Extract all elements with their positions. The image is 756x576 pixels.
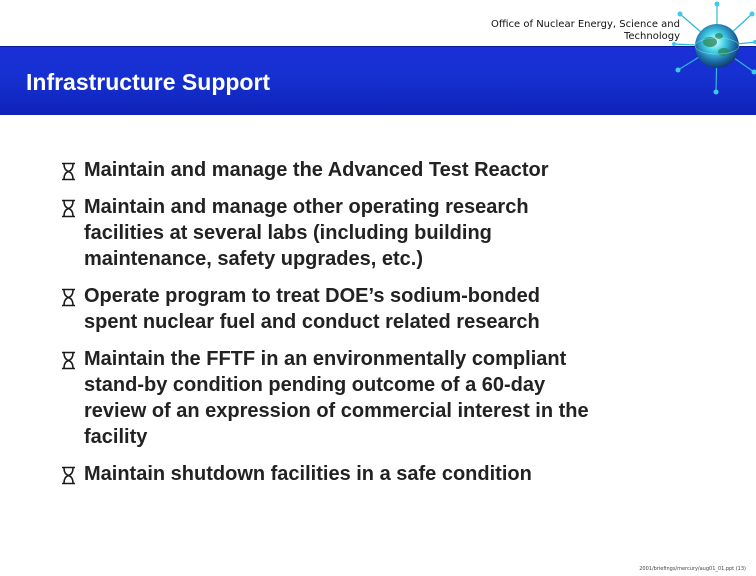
bullet-line: facilities at several labs (including building bbox=[84, 222, 492, 244]
bullet-line: Operate program to treat DOE’s sodium-bonded bbox=[84, 285, 540, 307]
title-bar bbox=[0, 46, 756, 115]
bullet-line: spent nuclear fuel and conduct related research bbox=[84, 311, 540, 333]
bullet-line: review of an expression of commercial interest in the bbox=[84, 400, 589, 422]
hourglass-icon bbox=[60, 162, 77, 181]
bullet-line: Maintain and manage other operating research bbox=[84, 196, 529, 218]
hourglass-icon bbox=[60, 199, 77, 218]
bullet-line: maintenance, safety upgrades, etc.) bbox=[84, 248, 424, 270]
bullet-item bbox=[60, 346, 740, 450]
bullet-item bbox=[60, 194, 740, 272]
file-reference: 2001/briefings/mercury/aug01_01.ppt (13) bbox=[639, 566, 746, 572]
office-name bbox=[460, 19, 680, 43]
hourglass-icon bbox=[60, 466, 77, 485]
hourglass-icon bbox=[60, 288, 77, 307]
hourglass-icon bbox=[60, 351, 77, 370]
bullet-line: facility bbox=[84, 426, 148, 448]
bullet-line: Maintain shutdown facilities in a safe condition bbox=[84, 463, 532, 485]
bullet-line: Maintain the FFTF in an environmentally compliant bbox=[84, 348, 567, 370]
office-name-line1: Office of Nuclear Energy, Science and bbox=[491, 19, 680, 30]
bullet-line: stand-by condition pending outcome of a 60-day bbox=[84, 374, 546, 396]
globe-network-icon bbox=[672, 0, 756, 96]
bullet-item bbox=[60, 283, 740, 335]
bullet-list bbox=[60, 157, 740, 498]
bullet-line: Maintain and manage the Advanced Test Reactor bbox=[84, 159, 549, 181]
bullet-item bbox=[60, 461, 740, 487]
office-name-line2: Technology bbox=[623, 31, 680, 42]
slide-title: Infrastructure Support bbox=[26, 69, 271, 95]
bullet-item bbox=[60, 157, 740, 183]
